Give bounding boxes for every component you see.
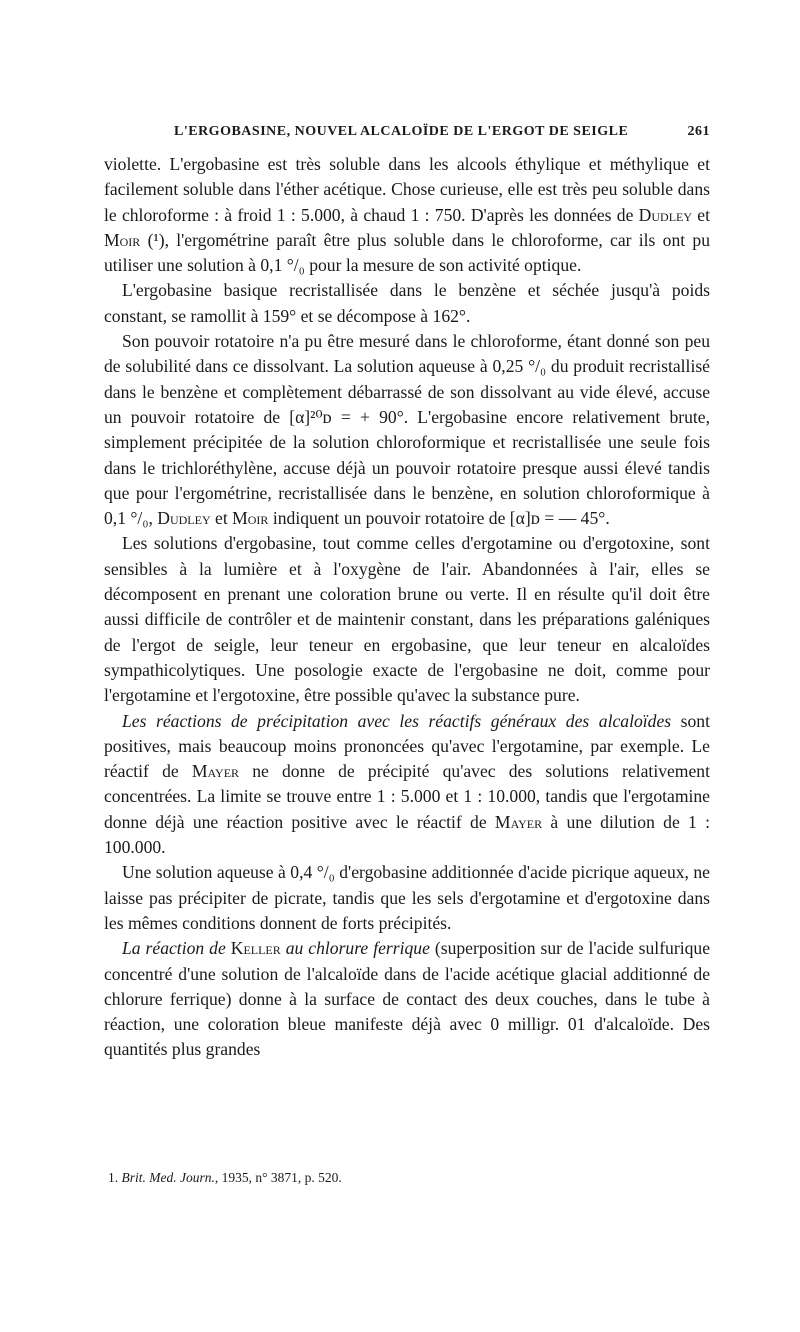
paragraph — [104, 860, 710, 936]
text-segment: (¹), l'ergométrine paraît être plus soluble dans le chloroforme, car ils ont pu utiliser une solution à 0,1 °/₀ pour la mesure de son activité optique. — [104, 229, 710, 276]
footnote — [108, 1170, 342, 1186]
paragraph — [104, 709, 710, 861]
body-text — [104, 152, 710, 1063]
text-segment: Une solution aqueuse à 0,4 °/₀ d'ergobasine additionnée d'acide picrique aqueux, ne laisse pas précipiter de picrate, tandis que les sels d'ergotamine et d'ergotoxine dans les mêmes conditions donnent de forts précipités. — [104, 862, 710, 933]
text-segment: sont positives, mais beaucoup moins prononcées qu'avec l'ergotamine, par exemple. Le réactif de — [104, 710, 710, 782]
italic-text: au chlorure ferrique — [280, 938, 430, 959]
italic-text: La réaction de — [122, 938, 231, 959]
text-segment: (superposition sur de l'acide sulfurique concentré d'une solution de l'alcaloïde dans de l'acide acétique glacial additionné de chlorure ferrique) donne à la surface de contact des deux couches, dans le tube à réaction, une coloration bleue manifeste déjà avec 0 milligr. 01 d'alcaloïde. Des quantités plus grandes — [104, 938, 711, 1060]
footnote-number: 1. — [108, 1170, 119, 1185]
footnote-journal: Brit. Med. Journ. — [121, 1170, 215, 1185]
text-segment: à une dilution de 1 : 100.000. — [104, 811, 710, 858]
author-name: Keller — [230, 938, 281, 959]
text-segment: et — [692, 204, 710, 225]
running-head — [104, 124, 710, 144]
author-name: Moir — [104, 229, 141, 250]
author-name: Mayer — [191, 761, 240, 782]
paragraph — [104, 278, 710, 329]
paragraph — [104, 936, 710, 1062]
text-segment: et — [210, 508, 233, 529]
author-name: Moir — [232, 508, 269, 529]
italic-text: Les réactions de précipitation avec les réactifs généraux des alcaloïdes — [122, 710, 672, 731]
author-name: Dudley — [157, 508, 211, 529]
paragraph — [104, 531, 710, 708]
footnote-rest: , 1935, n° 3871, p. 520. — [214, 1170, 342, 1185]
running-title: L'ERGOBASINE, NOUVEL ALCALOÏDE DE L'ERGOT DE SEIGLE — [174, 124, 629, 139]
text-segment: indiquent un pouvoir rotatoire de [α]ᴅ = — 45°. — [268, 508, 610, 529]
paragraph — [104, 152, 710, 278]
text-segment: ne donne de précipité qu'avec des solutions relativement concentrées. La limite se trouve entre 1 : 5.000 et 1 : 10.000, tandis que l'ergotamine donne déjà une réaction positive avec le réactif de — [104, 761, 710, 832]
author-name: Dudley — [638, 204, 693, 225]
paragraph — [104, 329, 710, 531]
text-segment: Son pouvoir rotatoire n'a pu être mesuré dans le chloroforme, étant donné son peu de solubilité dans ce dissolvant. La solution aqueuse à 0,25 °/₀ du produit recristallisé dans le benzène et complètement débarrassé de son dissolvant au vide élevé, accuse un pouvoir rotatoire de [α]²⁰ᴅ = + 90°. L'ergobasine encore relativement brute, simplement précipitée de la solution chloroformique et recristallisée une seule fois dans le trichloréthylène, accuse déjà un pouvoir rotatoire presque aussi élevé tandis que pour l'ergométrine, recristallisée dans le benzène, en solution chloroformique à 0,1 °/₀, — [104, 331, 710, 529]
text-segment: Les solutions d'ergobasine, tout comme celles d'ergotamine ou d'ergotoxine, sont sensibles à la lumière et à l'oxygène de l'air. Abandonnées à l'air, elles se décomposent en prenant une coloration brune ou verte. Il en résulte qu'il doit être aussi difficile de contrôler et de maintenir constant, dans les préparations galéniques de l'ergot de seigle, leur teneur en ergobasine, que leur teneur en alcaloïdes sympathicolytiques. Une posologie exacte de l'ergobasine ne doit, comme pour l'ergotamine et l'ergotoxine, être possible qu'avec la substance pure. — [104, 533, 710, 706]
text-segment: violette. L'ergobasine est très soluble dans les alcools éthylique et méthylique et facilement soluble dans l'éther acétique. Chose curieuse, elle est très peu soluble dans le chloroforme : à froid 1 : 5.000, à chaud 1 : 750. D'après les données de — [104, 154, 710, 225]
page-number: 261 — [687, 124, 710, 139]
author-name: Mayer — [494, 811, 543, 832]
text-segment: L'ergobasine basique recristallisée dans le benzène et séchée jusqu'à poids constant, se ramollit à 159° et se décompose à 162°. — [104, 280, 710, 326]
